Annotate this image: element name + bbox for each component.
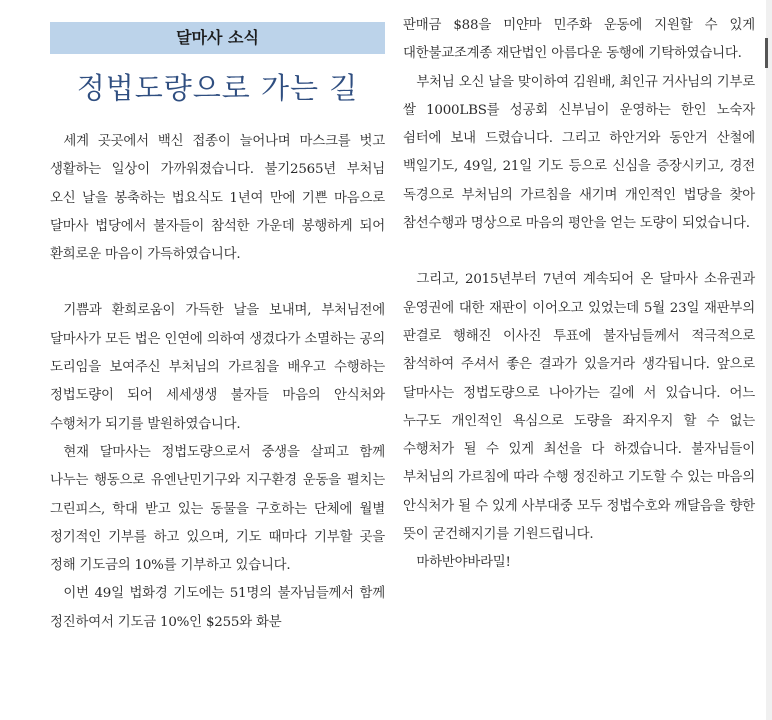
paragraph: 기쁨과 환희로움이 가득한 날을 보내며, 부처님전에 달마사가 모든 법은 인연에 의하여 생겼다가 소멸하는 공의 도리임을 보여주신 부처님의 가르침을 배우고 수행하는 정법도량이 되어 세세생생 불자들 마음의 안식처와 수행처가 되기를 발원하였습니다.	[50, 303, 385, 432]
paragraph: 이번 49일 법화경 기도에는 51명의 불자님들께서 함께 정진하여서 기도금 10%인 $255와 화분	[50, 586, 385, 630]
left-body	[50, 128, 385, 637]
paragraph: 현재 달마사는 정법도량으로서 중생을 살피고 함께 나누는 행동으로 유엔난민기구와 지구환경 운동을 펼치는 그린피스, 학대 받고 있는 동물을 구호하는 단체에 월별 정기적인 기부를 하고 있으며, 기도 때마다 기부할 곳을 정해 기도금의 10%를 기부하고 있습니다.	[50, 444, 385, 574]
article-title: 정법도량으로 가는 길	[76, 71, 359, 105]
paragraph-gap	[50, 269, 385, 297]
right-column	[403, 12, 755, 578]
section-header: 달마사 소식	[50, 22, 385, 54]
closing-line: 마하반야바라밀!	[416, 555, 511, 571]
page-edge-mark	[765, 38, 768, 68]
paragraph-gap	[403, 238, 755, 266]
page-edge	[766, 0, 772, 720]
paragraph: 부처님 오신 날을 맞이하여 김원배, 최인규 거사님의 기부로 쌀 1000LBS를 성공회 신부님이 운영하는 한인 노숙자 쉼터에 보내 드렸습니다. 그리고 하안거와 동안거 산철에 백일기도, 49일, 21일 기도 등으로 신심을 증장시키고, 경전 독경으로 부처님의 가르침을 새기며 개인적인 법당을 찾아 참선수행과 명상으로 마음의 평안을 얻는 도량이 되었습니다.	[403, 74, 755, 232]
paragraph: 판매금 $88을 미얀마 민주화 운동에 지원할 수 있게 대한불교조계종 재단법인 아름다운 동행에 기탁하였습니다.	[403, 18, 755, 62]
left-column	[50, 22, 385, 637]
paragraph: 세계 곳곳에서 백신 접종이 늘어나며 마스크를 벗고 생활하는 일상이 가까워졌습니다. 불기2565년 부처님 오신 날을 봉축하는 법요식도 1년여 만에 기쁜 마음으로 달마사 법당에서 불자들이 참석한 가운데 봉행하게 되어 환희로운 마음이 가득하였습니다.	[50, 134, 385, 263]
paragraph: 그리고, 2015년부터 7년여 계속되어 온 달마사 소유권과 운영권에 대한 재판이 이어오고 있었는데 5월 23일 재판부의 판결로 행해진 이사진 투표에 불자님들께서 적극적으로 참석하여 주셔서 좋은 결과가 있을거라 생각됩니다. 앞으로 달마사는 정법도량으로 나아가는 길에 서 있습니다. 어느 누구도 개인적인 욕심으로 도량을 좌지우지 할 수 없는 수행처가 될 수 있게 최선을 다 하겠습니다. 불자님들이 부처님의 가르침에 따라 수행 정진하고 기도할 수 있는 마음의 안식처가 될 수 있게 사부대중 모두 정법수호와 깨달음을 향한 뜻이 굳건해지기를 기원드립니다.	[403, 272, 755, 543]
